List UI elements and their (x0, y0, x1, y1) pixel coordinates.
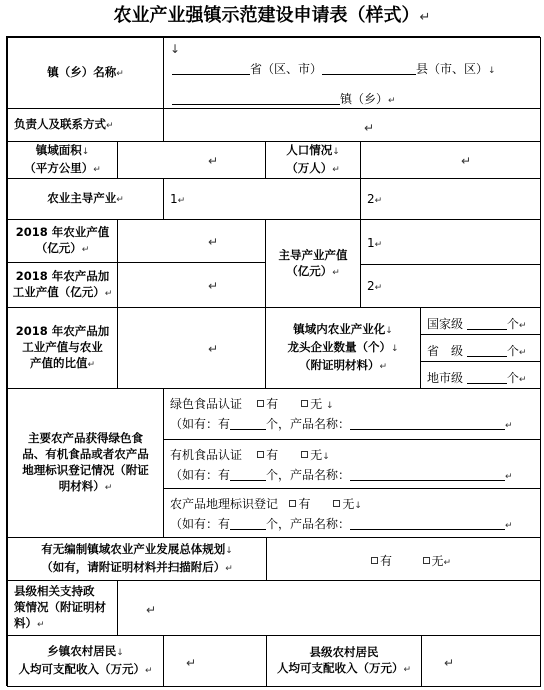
item-number: 1 (367, 236, 375, 250)
return-mark: ↵ (116, 195, 124, 205)
ratio-label-cell (7, 307, 118, 389)
main-industry-label-cell (7, 178, 164, 220)
ratio-label-line1: 2018 年农产品加 (15, 324, 110, 338)
leaders-provincial-cell[interactable] (420, 334, 541, 362)
geo-indication-detail (170, 515, 513, 532)
agri-output-unit: （亿元） (35, 241, 82, 255)
agri-output-label: 2018 年农业产值 (15, 225, 110, 239)
leaders-label-line3: （附证明材料） (298, 358, 380, 372)
policy-label-line3: 料） (14, 616, 37, 630)
arrow-mark: ↓ (488, 66, 496, 76)
return-mark: ↵ (379, 362, 388, 372)
processing-output-label-line2: 工业产值（亿元） (12, 285, 105, 299)
green-food-detail (170, 415, 513, 432)
area-unit: （平方公里） (24, 161, 94, 175)
unit-text: 个 (506, 317, 519, 331)
main-output-1-cell[interactable] (360, 219, 541, 265)
green-food-label: 绿色食品认证 (170, 397, 243, 411)
organic-food-label: 有机食品认证 (170, 448, 243, 462)
county-income-value-cell[interactable] (421, 635, 541, 687)
organic-food-detail (170, 466, 513, 483)
geo-indication-cell[interactable] (163, 488, 541, 538)
unit-text: 个 (506, 344, 519, 358)
main-output-label: 主导产业产值 (278, 247, 348, 262)
arrow-mark: ↓ (332, 147, 340, 157)
count-blank[interactable] (230, 517, 266, 530)
product-name-blank[interactable] (350, 468, 505, 481)
count-blank[interactable] (230, 468, 266, 481)
population-value-cell[interactable] (360, 141, 541, 179)
green-food-cell[interactable] (163, 388, 541, 440)
population-unit: （万人） (286, 161, 333, 175)
return-mark: ↵ (144, 666, 153, 676)
ratio-label-line3: 产值的比值 (29, 356, 88, 370)
yes-text: 有 (380, 554, 393, 568)
main-output-2-cell[interactable] (360, 264, 541, 308)
town-name-label: 镇（乡）名称 (47, 65, 117, 79)
policy-label-line2: 策情况（附证明材 (14, 600, 106, 614)
main-output-unit: （亿元） (286, 263, 333, 278)
plan-label-line2: （如有，请附证明材料并扫描附后） (41, 560, 226, 574)
return-mark: ↵ (518, 375, 527, 385)
area-label-cell (7, 141, 118, 179)
item-number: 2 (367, 279, 375, 293)
count-unit-text: 个，产品名称： (266, 417, 351, 431)
if-yes-text: （如有：有 (170, 468, 231, 482)
main-output-1 (367, 236, 382, 250)
return-mark: ↵ (177, 196, 186, 206)
province-blank[interactable] (172, 62, 250, 75)
arrow-mark: ↓ (116, 648, 124, 658)
return-mark: ↵ (461, 154, 472, 168)
policy-value-cell[interactable] (117, 580, 541, 636)
certification-label-line3: 地理标识登记情况（附证 (22, 463, 149, 477)
county-income-label-cell (266, 635, 422, 687)
return-mark: ↵ (81, 245, 90, 255)
province-text: 省（区、市） (250, 62, 323, 76)
leaders-provincial (427, 342, 526, 359)
count-unit-text: 个，产品名称： (266, 468, 351, 482)
area-label: 镇域面积 (35, 143, 82, 157)
ratio-label-line2: 工业产值与农业 (22, 340, 103, 354)
return-mark: ↵ (443, 558, 452, 568)
level-label: 省 级 (427, 344, 464, 358)
certification-label-line1: 主要农产品获得绿色食 (28, 431, 143, 445)
town-income-value-cell[interactable] (163, 635, 267, 687)
plan-label-cell (7, 537, 267, 581)
return-mark: ↵ (505, 421, 513, 431)
leaders-national-cell[interactable] (420, 307, 541, 335)
certification-label-cell (7, 388, 164, 538)
county-income-label-line2: 人均可支配收入（万元） (276, 661, 404, 675)
arrow-mark: ↓ (170, 42, 181, 56)
arrow-mark: ↓ (390, 344, 399, 354)
town-income-label-line2: 人均可支配收入（万元） (18, 662, 145, 676)
return-mark: ↵ (505, 521, 513, 531)
return-mark: ↵ (106, 121, 114, 131)
leaders-city-cell[interactable] (420, 361, 541, 389)
plan-label-line1: 有无编制镇域农业产业发展总体规划 (41, 542, 226, 556)
town-income-label-cell (7, 635, 164, 687)
return-mark: ↵ (225, 564, 233, 574)
return-mark: ↵ (403, 665, 412, 675)
count-unit-text: 个，产品名称： (266, 517, 351, 531)
return-mark: ↵ (374, 196, 383, 206)
main-output-label-cell (265, 219, 361, 308)
green-food-options (170, 395, 334, 412)
return-mark: ↵ (518, 321, 527, 331)
town-income-label-line1: 乡镇农村居民 (47, 644, 117, 658)
contact-value-cell[interactable] (163, 108, 541, 142)
arrow-mark: ↓ (385, 326, 393, 336)
return-mark: ↵ (93, 165, 101, 175)
leaders-label-line2: 龙头企业数量（个） (287, 340, 391, 354)
main-industry-2-cell[interactable] (360, 178, 541, 220)
town-name-value-cell[interactable] (163, 37, 541, 109)
processing-output-label-line1: 2018 年农产品加 (15, 269, 110, 283)
policy-label-line1: 县级相关支持政 (14, 584, 95, 598)
return-mark: ↵ (146, 603, 157, 617)
area-value-cell[interactable] (117, 141, 266, 179)
geo-indication-options (170, 495, 362, 512)
if-yes-text: （如有：有 (170, 417, 231, 431)
county-income-label-line1: 县级农村居民 (309, 645, 379, 659)
title-text: 农业产业强镇示范建设申请表（样式） (113, 5, 420, 26)
return-mark: ↵ (208, 154, 219, 168)
contact-label-cell (7, 108, 164, 142)
return-mark: ↵ (332, 267, 340, 278)
return-mark: ↵ (208, 342, 219, 356)
plan-value-cell[interactable] (266, 537, 541, 581)
leaders-label-cell (265, 307, 421, 389)
level-label: 国家级 (427, 317, 464, 331)
main-industry-label: 农业主导产业 (47, 191, 117, 205)
count-blank[interactable] (467, 317, 507, 330)
arrow-mark: ↓ (322, 452, 330, 462)
return-mark: ↵ (444, 656, 455, 670)
plan-options (371, 552, 451, 569)
processing-output-value-cell[interactable] (117, 262, 266, 308)
return-mark: ↵ (364, 121, 375, 135)
return-mark: ↵ (37, 620, 45, 630)
yes-checkbox[interactable] (371, 557, 378, 564)
return-mark: ↵ (186, 656, 197, 670)
return-mark: ↵ (332, 165, 340, 175)
form-title (0, 0, 544, 30)
population-label: 人口情况 (286, 143, 333, 157)
return-mark: ↵ (208, 279, 219, 293)
return-mark: ↵ (116, 69, 124, 79)
no-text: 无 (431, 554, 444, 568)
arrow-mark: ↓ (326, 401, 334, 411)
yes-text: 有 (266, 397, 279, 411)
no-text: 无 (310, 397, 323, 411)
level-label: 地市级 (427, 371, 464, 385)
agri-output-label-cell (7, 219, 118, 263)
return-mark: ↵ (87, 360, 96, 370)
certification-label-line2: 品、有机食品或者农产品 (22, 447, 149, 461)
return-mark: ↵ (505, 472, 513, 482)
organic-food-cell[interactable] (163, 439, 541, 489)
product-name-blank[interactable] (350, 517, 505, 530)
no-checkbox[interactable] (301, 400, 308, 407)
application-form (6, 36, 540, 686)
main-output-2 (367, 279, 382, 293)
no-checkbox[interactable] (333, 500, 340, 507)
main-industry-1 (170, 192, 185, 206)
yes-text: 有 (298, 497, 311, 511)
population-label-cell (265, 141, 361, 179)
leaders-label-line1: 镇域内农业产业化 (293, 322, 386, 336)
town-line (172, 90, 396, 107)
return-mark: ↵ (374, 283, 383, 293)
yes-text: 有 (266, 448, 279, 462)
processing-output-label-cell (7, 262, 118, 308)
leaders-national (427, 315, 526, 332)
return-mark: ↵ (104, 289, 113, 299)
count-blank[interactable] (467, 371, 507, 384)
no-checkbox[interactable] (423, 557, 430, 564)
ratio-value-cell[interactable] (117, 307, 266, 389)
leaders-city (427, 369, 526, 386)
arrow-mark: ↓ (81, 147, 90, 157)
count-blank[interactable] (230, 417, 266, 430)
contact-label: 负责人及联系方式 (14, 117, 106, 131)
town-name-label-cell (7, 37, 164, 109)
return-mark: ↵ (208, 235, 219, 249)
town-blank[interactable] (172, 92, 340, 105)
count-blank[interactable] (467, 344, 507, 357)
no-checkbox[interactable] (301, 451, 308, 458)
unit-text: 个 (506, 371, 519, 385)
return-mark: ↵ (374, 240, 383, 250)
if-yes-text: （如有：有 (170, 517, 231, 531)
organic-food-options (170, 446, 330, 463)
arrow-mark: ↓ (354, 501, 362, 511)
return-mark: ↵ (419, 10, 431, 25)
main-industry-1-cell[interactable] (163, 178, 361, 220)
return-mark: ↵ (518, 348, 527, 358)
geo-indication-label: 农产品地理标识登记 (170, 497, 279, 511)
town-text: 镇（乡） (340, 92, 389, 106)
arrow-mark: ↓ (225, 546, 233, 556)
agri-output-value-cell[interactable] (117, 219, 266, 263)
policy-label-cell (7, 580, 118, 636)
item-number: 1 (170, 192, 178, 206)
province-line (172, 60, 496, 77)
county-blank[interactable] (322, 62, 416, 75)
yes-checkbox[interactable] (289, 500, 296, 507)
no-text: 无 (342, 497, 355, 511)
yes-checkbox[interactable] (257, 400, 264, 407)
return-mark: ↵ (104, 483, 113, 493)
return-mark: ↵ (388, 96, 396, 106)
county-text: 县（市、区） (416, 62, 489, 76)
yes-checkbox[interactable] (257, 451, 264, 458)
certification-label-line4: 明材料） (58, 479, 105, 493)
product-name-blank[interactable] (350, 417, 505, 430)
no-text: 无 (310, 448, 323, 462)
item-number: 2 (367, 192, 375, 206)
main-industry-2 (367, 192, 382, 206)
